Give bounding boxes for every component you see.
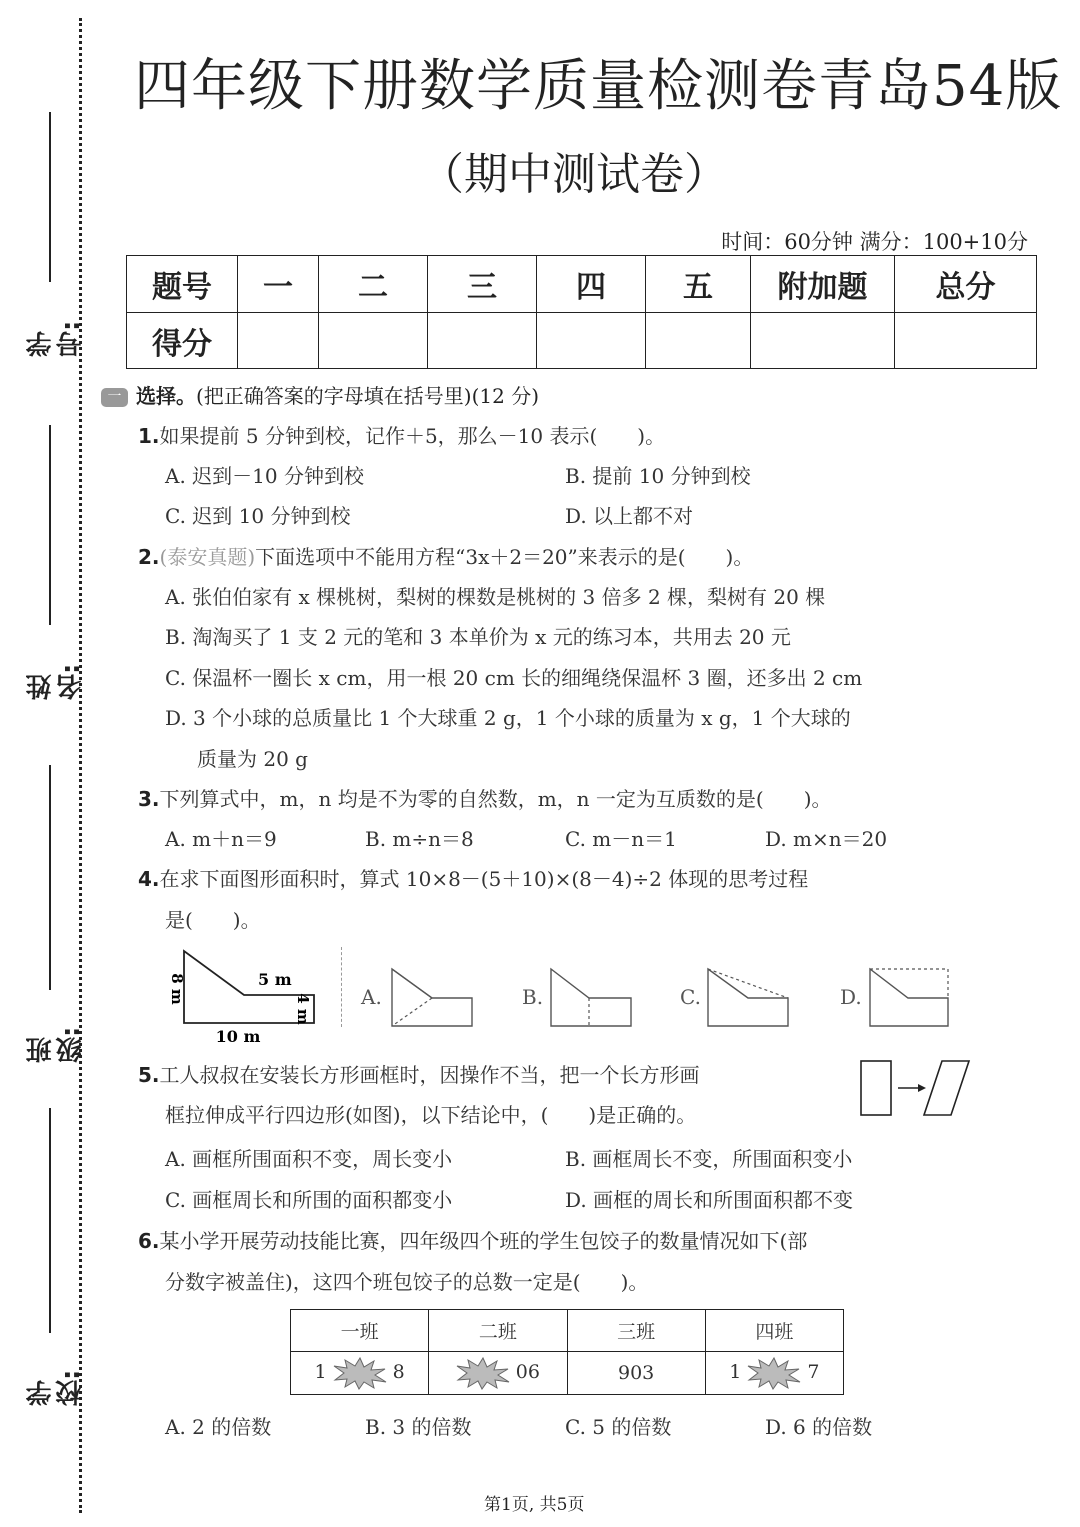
q4-trapezoid-figure bbox=[160, 945, 330, 1045]
label-8m: 8 m bbox=[168, 973, 186, 1005]
name-field bbox=[22, 425, 86, 705]
section-desc: (把正确答案的字母填在括号里)(12 分) bbox=[196, 384, 540, 408]
question-2 bbox=[138, 541, 753, 570]
question-6-cont: 分数字被盖住)，这四个班包饺子的总数一定是( )。 bbox=[165, 1270, 649, 1294]
q3-option-a: A. m＋n＝9 bbox=[165, 827, 277, 851]
question-text: 下面选项中不能用方程“3x＋2＝20”来表示的是( )。 bbox=[255, 545, 754, 569]
class-field bbox=[22, 765, 86, 1065]
class1-count bbox=[291, 1352, 429, 1395]
q3-option-c: C. m－n＝1 bbox=[565, 827, 677, 851]
dumpling-table bbox=[290, 1309, 844, 1395]
question-source: (泰安真题) bbox=[159, 545, 256, 569]
question-6 bbox=[138, 1225, 807, 1254]
q3-option-b: B. m÷n＝8 bbox=[365, 827, 474, 851]
dumpling-count-row bbox=[291, 1352, 844, 1395]
score-header-cell: 五 bbox=[646, 256, 751, 313]
question-5-cont: 框拉伸成平行四边形(如图)，以下结论中，( )是正确的。 bbox=[165, 1103, 697, 1127]
class-header: 二班 bbox=[429, 1310, 567, 1352]
q4-option-b-label: B. bbox=[522, 985, 544, 1009]
question-text: 下列算式中，m，n 均是不为零的自然数，m，n 一定为互质数的是( )。 bbox=[159, 787, 832, 811]
score-header-cell: 附加题 bbox=[751, 256, 895, 313]
question-number: 1. bbox=[138, 424, 160, 448]
section-title: 选择。 bbox=[136, 384, 196, 408]
q4-option-b-figure bbox=[547, 965, 637, 1030]
school-label: 学校: bbox=[26, 1369, 86, 1406]
class4-count bbox=[705, 1352, 843, 1395]
dumpling-header-row bbox=[291, 1310, 844, 1352]
score-header-cell: 一 bbox=[238, 256, 319, 313]
digit: 1 bbox=[314, 1361, 327, 1383]
question-number: 4. bbox=[138, 867, 160, 891]
class3-count: 903 bbox=[567, 1352, 705, 1395]
score-row-label: 得分 bbox=[127, 313, 238, 369]
class-header: 三班 bbox=[567, 1310, 705, 1352]
page-title: 四年级下册数学质量检测卷青岛54版 bbox=[134, 54, 1063, 119]
digit: 8 bbox=[392, 1361, 405, 1383]
question-4 bbox=[138, 863, 808, 892]
score-table-score-row bbox=[127, 313, 1037, 369]
name-label: 姓名: bbox=[26, 663, 86, 700]
school-field bbox=[22, 1108, 86, 1408]
question-text: 在求下面图形面积时，算式 10×8－(5＋10)×(8－4)÷2 体现的思考过程 bbox=[159, 867, 809, 891]
question-text: 如果提前 5 分钟到校，记作＋5，那么－10 表示( )。 bbox=[159, 424, 666, 448]
q4-option-a-figure bbox=[388, 965, 478, 1030]
q4-option-c-figure bbox=[704, 965, 794, 1030]
score-cell[interactable] bbox=[319, 313, 428, 369]
label-4m: 4 m bbox=[294, 993, 312, 1025]
q2-option-d-cont: 质量为 20 g bbox=[197, 747, 308, 771]
score-header-cell: 题号 bbox=[127, 256, 238, 313]
class-label: 班级: bbox=[26, 1026, 86, 1063]
class2-count bbox=[429, 1352, 567, 1395]
q2-option-c: C. 保温杯一圈长 x cm，用一根 20 cm 长的细绳绕保温杯 3 圈，还多出 2 cm bbox=[165, 666, 863, 690]
label-10m: 10 m bbox=[215, 1027, 261, 1045]
score-cell[interactable] bbox=[751, 313, 895, 369]
score-cell[interactable] bbox=[895, 313, 1037, 369]
score-cell[interactable] bbox=[428, 313, 537, 369]
section-heading bbox=[101, 380, 539, 409]
score-table-header-row bbox=[127, 256, 1037, 313]
q4-option-a-label: A. bbox=[361, 985, 382, 1009]
score-cell[interactable] bbox=[238, 313, 319, 369]
score-header-cell: 四 bbox=[537, 256, 646, 313]
q6-option-d: D. 6 的倍数 bbox=[765, 1415, 873, 1439]
q2-option-a: A. 张伯伯家有 x 棵桃树，梨树的棵数是桃树的 3 倍多 2 棵，梨树有 20 棵 bbox=[165, 585, 826, 609]
cover-splat-icon bbox=[456, 1356, 510, 1390]
q5-option-c: C. 画框周长和所围的面积都变小 bbox=[165, 1188, 453, 1212]
question-number: 3. bbox=[138, 787, 160, 811]
score-cell[interactable] bbox=[537, 313, 646, 369]
q1-option-c: C. 迟到 10 分钟到校 bbox=[165, 504, 351, 528]
cover-splat-icon bbox=[747, 1356, 801, 1390]
class-header: 四班 bbox=[705, 1310, 843, 1352]
score-header-cell: 总分 bbox=[895, 256, 1037, 313]
q5-option-d: D. 画框的周长和所围面积都不变 bbox=[565, 1188, 854, 1212]
q4-option-d-figure bbox=[866, 965, 956, 1030]
question-number: 6. bbox=[138, 1229, 160, 1253]
q6-option-a: A. 2 的倍数 bbox=[165, 1415, 272, 1439]
q1-option-a: A. 迟到－10 分钟到校 bbox=[165, 464, 364, 488]
digit: 1 bbox=[729, 1361, 742, 1383]
cover-splat-icon bbox=[333, 1356, 387, 1390]
question-number: 2. bbox=[138, 545, 160, 569]
student-id-field bbox=[22, 112, 86, 372]
question-text: 某小学开展劳动技能比赛，四年级四个班的学生包饺子的数量情况如下(部 bbox=[159, 1229, 808, 1253]
q4-option-d-label: D. bbox=[840, 985, 862, 1009]
question-text: 工人叔叔在安装长方形画框时，因操作不当，把一个长方形画 bbox=[159, 1063, 700, 1087]
question-4-cont: 是( )。 bbox=[165, 908, 261, 932]
time-info: 时间：60分钟 满分：100+10分 bbox=[721, 230, 1028, 254]
label-5m: 5 m bbox=[258, 970, 292, 989]
class-header: 一班 bbox=[291, 1310, 429, 1352]
q6-option-c: C. 5 的倍数 bbox=[565, 1415, 672, 1439]
score-header-cell: 二 bbox=[319, 256, 428, 313]
score-table bbox=[126, 255, 1037, 369]
question-number: 5. bbox=[138, 1063, 160, 1087]
section-number-badge: 一 bbox=[101, 388, 128, 407]
score-cell[interactable] bbox=[646, 313, 751, 369]
score-header-cell: 三 bbox=[428, 256, 537, 313]
q4-option-c-label: C. bbox=[680, 985, 701, 1009]
question-5 bbox=[138, 1059, 700, 1088]
q2-option-d: D. 3 个小球的总质量比 1 个大球重 2 g，1 个小球的质量为 x g，1 个大球的 bbox=[165, 706, 851, 730]
q5-option-a: A. 画框所围面积不变，周长变小 bbox=[165, 1147, 453, 1171]
student-id-label: 学号: bbox=[26, 320, 86, 357]
q1-option-d: D. 以上都不对 bbox=[565, 504, 694, 528]
q6-option-b: B. 3 的倍数 bbox=[365, 1415, 472, 1439]
q5-option-b: B. 画框周长不变，所围面积变小 bbox=[565, 1147, 853, 1171]
question-3 bbox=[138, 783, 832, 812]
q5-frame-figure bbox=[856, 1058, 976, 1120]
binding-dotted-line bbox=[79, 18, 82, 1513]
figure-divider bbox=[341, 947, 342, 1027]
page-footer: 第1页, 共5页 bbox=[484, 1495, 585, 1515]
q1-option-b: B. 提前 10 分钟到校 bbox=[565, 464, 751, 488]
q2-option-b: B. 淘淘买了 1 支 2 元的笔和 3 本单价为 x 元的练习本，共用去 20 元 bbox=[165, 625, 791, 649]
digit: 06 bbox=[515, 1361, 540, 1383]
digit: 7 bbox=[807, 1361, 820, 1383]
question-1 bbox=[138, 420, 665, 449]
q3-option-d: D. m×n＝20 bbox=[765, 827, 888, 851]
page-subtitle: （期中测试卷） bbox=[420, 149, 728, 200]
